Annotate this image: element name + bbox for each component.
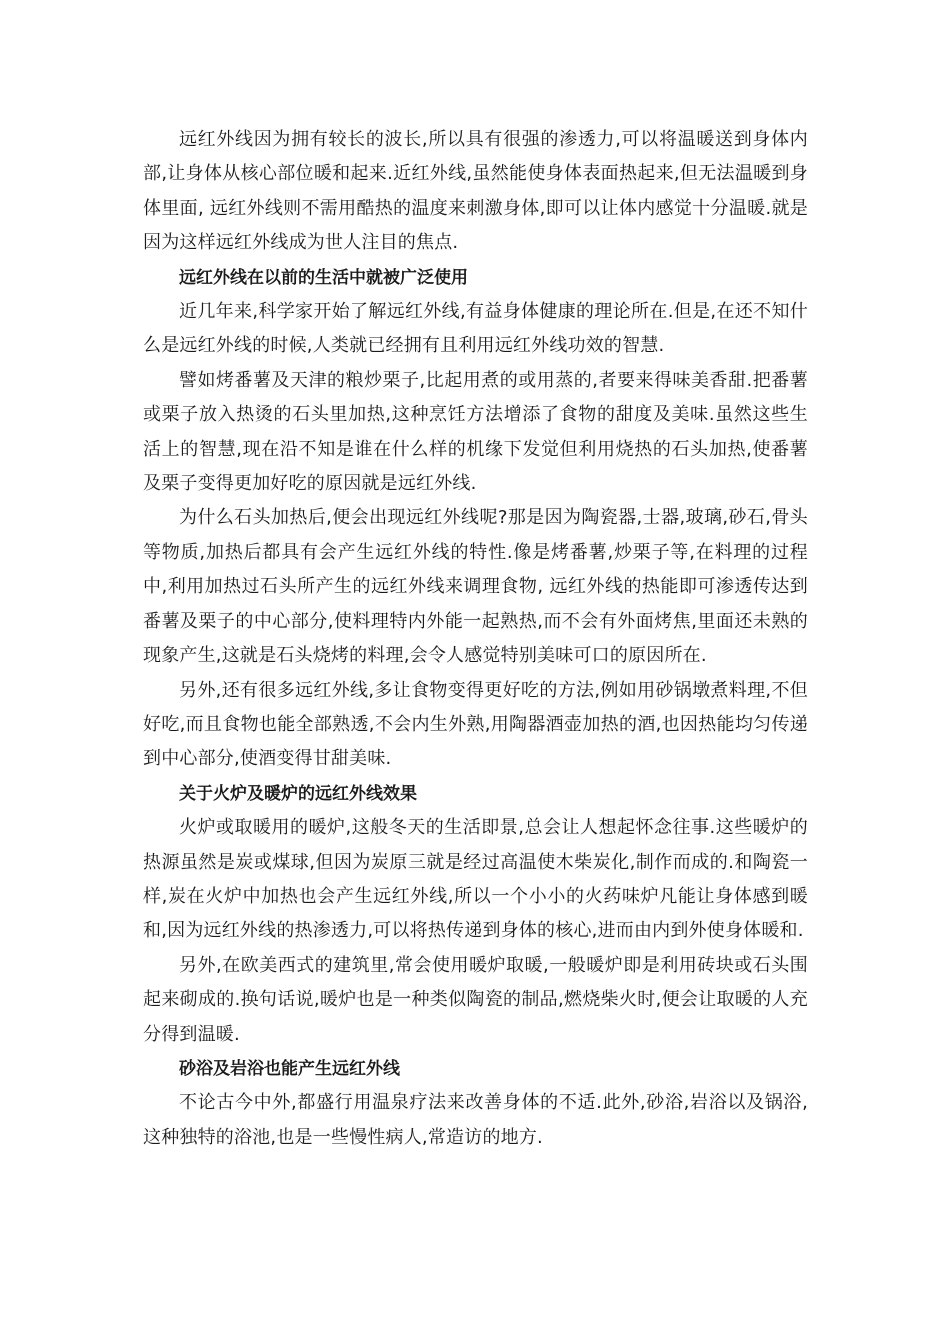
paragraph-scientists: 近几年来,科学家开始了解远红外线,有益身体健康的理论所在.但是,在还不知什么是远红外线的时候,人类就已经拥有且利用远红外线功效的智慧.: [143, 301, 808, 357]
paragraph-far-infrared-penetration: 远红外线因为拥有较长的波长,所以具有很强的渗透力,可以将温暖送到身体内部,让身体从核心部位暖和起来.近红外线,虽然能使身体表面热起来,但无法温暖到身体里面, 远红外线则不需用酷热的温度来刺激身体,即可以让体内感觉十分温暖.就是因为这样远红外线成为世人注目的焦点.: [143, 129, 808, 254]
paragraph-fireplace: 另外,在欧美西式的建筑里,常会使用暖炉取暖,一般暖炉即是利用砖块或石头围起来砌成的.换句话说,暖炉也是一种类似陶瓷的制品,燃烧柴火时,便会让取暖的人充分得到温暖.: [143, 954, 808, 1045]
paragraph-casserole: 另外,还有很多远红外线,多让食物变得更好吃的方法,例如用砂锅墩煮料理,不但好吃,而且食物也能全部熟透,不会内生外熟,用陶器酒壶加热的酒,也因热能均匀传递到中心部分,使酒变得甘甜美味.: [143, 679, 808, 770]
paragraph-roasted-sweet-potato: 譬如烤番薯及天津的粮炒栗子,比起用煮的或用蒸的,者要来得味美香甜.把番薯或栗子放入热烫的石头里加热,这种烹饪方法增添了食物的甜度及美味.虽然这些生活上的智慧,现在沿不知是谁在什么样的机缘下发觉但利用烧热的石头加热,使番薯及栗子变得更加好吃的原因就是远红外线.: [143, 369, 808, 495]
paragraph-stone-heating: 为什么石头加热后,便会出现远红外线呢?那是因为陶瓷器,士器,玻璃,砂石,骨头等物质,加热后都具有会产生远红外线的特性.像是烤番薯,炒栗子等,在料理的过程中,利用加热过石头所产生的远红外线来调理食物, 远红外线的热能即可渗透传达到番薯及栗子的中心部分,使料理特内外能一起熟热,而不会有外面烤焦,里面还未熟的现象产生,这就是石头烧烤的料理,会令人感觉特别美味可口的原因所在.: [143, 507, 808, 667]
section-heading-sand-rock-bath: 砂浴及岩浴也能产生远红外线: [179, 1058, 400, 1079]
document-body: [143, 123, 808, 1155]
section-heading-stoves: 关于火炉及暖炉的远红外线效果: [179, 783, 417, 804]
paragraph-hot-spring: 不论古今中外,都盛行用温泉疗法来改善身体的不适.此外,砂浴,岩浴以及锅浴,这种独特的浴池,也是一些慢性病人,常造访的地方.: [143, 1092, 808, 1148]
paragraph-stove-heat: 火炉或取暖用的暖炉,这般冬天的生活即景,总会让人想起怀念往事.这些暖炉的热源虽然是炭或煤球,但因为炭原三就是经过高温使木柴炭化,制作而成的.和陶瓷一样,炭在火炉中加热也会产生远红外线,所以一个小小的火药味炉凡能让身体感到暖和,因为远红外线的热渗透力,可以将热传递到身体的核心,进而由内到外使身体暖和.: [143, 817, 808, 942]
section-heading-history: 远红外线在以前的生活中就被广泛使用: [179, 267, 468, 288]
